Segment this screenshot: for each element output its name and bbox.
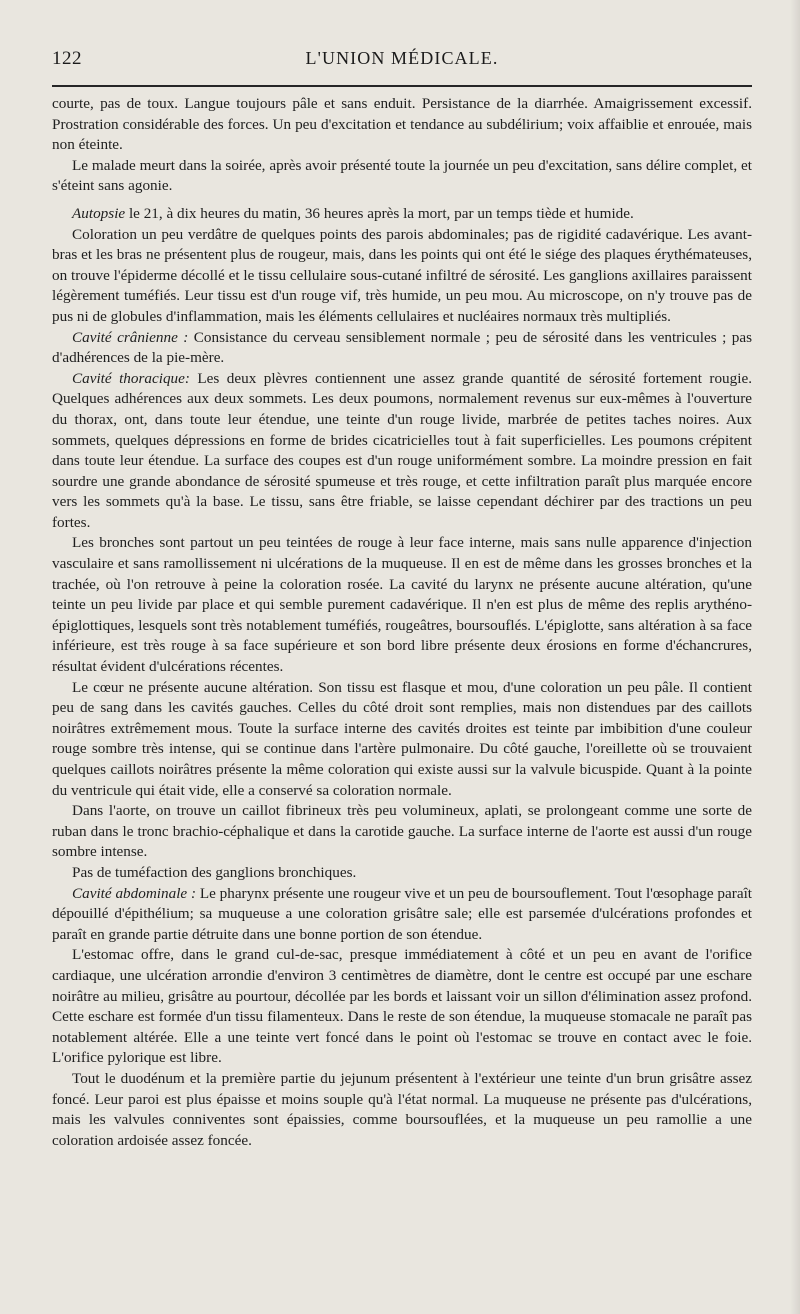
paragraph-8-text: Le cœur ne présente aucune altération. Son tissu est flasque et mou, d'une coloration un peu pâle. Il contient peu de sang dans les cavités gauches. Celles du côté droit sont remplies, mais non distendues par des caillots noirâtres extrêmement mous. Toute la surface interne des cavités droites est teinte par imbibition d'une couleur rouge sombre très intense, qui se continue dans l'artère pulmonaire. Du côté gauche, l'oreillette où se trouvaient quelques caillots noirâtres présente la même coloration qui existe aussi sur la valvule bicuspide. Quant à la pointe du ventricule qui était vide, elle a conservé sa coloration normale. bbox=[52, 678, 752, 799]
paragraph-cavite-thoracique-lead: Cavité thoracique: bbox=[72, 369, 190, 387]
body-text bbox=[52, 94, 752, 1151]
paragraph-13-text: Tout le duodénum et la première partie du jejunum présentent à l'extérieur une teinte d'un brun grisâtre assez foncé. Leur paroi est plus épaisse et moins souple qu'à l'état normal. La muqueuse ne présente pas d'ulcérations, mais les valvules conniventes sont épaissies, comme boursouflées, et la muqueuse un peu ramollie a une coloration ardoisée assez foncée. bbox=[52, 1069, 752, 1149]
paragraph-10-text: Pas de tuméfaction des ganglions bronchiques. bbox=[72, 863, 357, 881]
paragraph-12-text: L'estomac offre, dans le grand cul-de-sac, presque immédiatement à côté et un peu en avant de l'orifice cardiaque, une ulcération arrondie d'environ 3 centimètres de diamètre, dont le centre est occupé par une eschare noirâtre au milieu, grisâtre au pourtour, décollée par les bords et laissant voir un sillon d'élimination assez profond. Cette eschare est formée d'un tissu filamenteux. Dans le reste de son étendue, la muqueuse stomacale ne paraît pas notablement altérée. Elle a une teinte vert foncé dans le point où l'estomac se trouve en contact avec le foie. L'orifice pylorique est libre. bbox=[52, 946, 752, 1067]
paragraph-cavite-thoracique-text: Les deux plèvres contiennent une assez grande quantité de sérosité fortement rougie. Quelques adhérences aux deux sommets. Les deux poumons, normalement revenus sur eux-mêmes à l'ouverture du thorax, ont, dans toute leur étendue, une teinte d'un rouge livide, marbrée de petites taches noires. Aux sommets, quelques dépressions en forme de brides cicatricielles tout à fait superficielles. Les poumons crépitent dans toute leur étendue. La surface des coupes est d'un rouge uniformément sombre. La moindre pression en fait sourdre une grande abondance de sérosité spumeuse et très rouge, et cette infiltration paraît plus marquée encore vers les sommets qu'à la base. Le tissu, sans être friable, se laisse cependant déchirer par des tractions un peu fortes. bbox=[52, 369, 752, 531]
paragraph-4 bbox=[52, 225, 752, 328]
paragraph-cavite-cranienne-lead: Cavité crânienne : bbox=[72, 328, 189, 346]
paragraph-1-text: courte, pas de toux. Langue toujours pâle et sans enduit. Persistance de la diarrhée. Amaigrissement excessif. Prostration considérable des forces. Un peu d'excitation et tendance au subdélirium; voix affaiblie et enrouée, mais non éteinte. bbox=[52, 95, 752, 154]
paragraph-13 bbox=[52, 1069, 752, 1151]
paragraph-1 bbox=[52, 94, 752, 156]
paragraph-cavite-cranienne bbox=[52, 328, 752, 369]
paragraph-autopsie bbox=[52, 204, 752, 225]
page-number: 122 bbox=[52, 48, 82, 69]
page-header bbox=[52, 44, 752, 78]
paragraph-10 bbox=[52, 863, 752, 884]
running-head: L'UNION MÉDICALE. bbox=[305, 48, 499, 68]
paragraph-autopsie-lead: Autopsie bbox=[72, 204, 126, 222]
paragraph-9 bbox=[52, 801, 752, 863]
paragraph-cavite-abdominale bbox=[52, 884, 752, 946]
paragraph-cavite-thoracique bbox=[52, 369, 752, 534]
header-rule bbox=[52, 85, 752, 87]
paragraph-7 bbox=[52, 533, 752, 677]
paragraph-cavite-abdominale-text: Le pharynx présente une rougeur vive et un peu de boursouflement. Tout l'œsophage paraît dépouillé d'épithélium; sa muqueuse a une coloration grisâtre sale; elle est parsemée d'ulcérations profondes et paraît en grande partie détruite dans une bonne portion de son étendue. bbox=[52, 884, 753, 943]
paragraph-12 bbox=[52, 945, 752, 1069]
paragraph-8 bbox=[52, 678, 752, 802]
paragraph-7-text: Les bronches sont partout un peu teintées de rouge à leur face interne, mais sans nulle apparence d'injection vasculaire et sans ramollissement ni ulcérations de la muqueuse. Il en est de même dans les grosses bronches et la trachée, où l'on retrouve à peine la coloration rosée. La cavité du larynx ne présente aucune altération, qu'une teinte un peu livide par place et qui semble purement cadavérique. Il n'en est plus de même des replis arythéno-épiglottiques, lesquels sont très notablement tuméfiés, rougeâtres, boursouflés. L'épiglotte, sans altération à sa face inférieure, est très rouge à sa face supérieure et son bord libre présente deux érosions en forme d'échancrures, résultat évident d'ulcérations récentes. bbox=[52, 534, 752, 676]
paragraph-cavite-cranienne-text: Consistance du cerveau sensiblement normale ; peu de sérosité dans les ventricules ; pas d'adhérences de la pie-mère. bbox=[52, 328, 752, 367]
paragraph-cavite-abdominale-lead: Cavité abdominale : bbox=[72, 884, 197, 902]
paragraph-2-text: Le malade meurt dans la soirée, après avoir présenté toute la journée un peu d'excitation, sans délire complet, et s'éteint sans agonie. bbox=[52, 156, 752, 195]
paragraph-4-text: Coloration un peu verdâtre de quelques points des parois abdominales; pas de rigidité cadavérique. Les avant-bras et les bras ne présentent plus de rougeur, mais, dans les points qui ont été le siége des plaques érythémateuses, on trouve l'épiderme décollé et le tissu cellulaire sous-cutané infiltré de sérosité. Les ganglions axillaires paraissent légèrement tuméfiés. Leur tissu est d'un rouge vif, très humide, un peu mou. Au microscope, on n'y trouve pas de pus ni de globules d'inflammation, mais les éléments cellulaires et nucléaires normaux très multipliés. bbox=[52, 225, 752, 325]
paragraph-9-text: Dans l'aorte, on trouve un caillot fibrineux très peu volumineux, aplati, se prolongeant comme une sorte de ruban dans le tronc brachio-céphalique et dans la carotide gauche. La surface interne de l'aorte est aussi d'un rouge sombre intense. bbox=[52, 802, 752, 861]
paragraph-2 bbox=[52, 156, 752, 197]
paragraph-autopsie-text: le 21, à dix heures du matin, 36 heures après la mort, par un temps tiède et humide. bbox=[125, 204, 634, 222]
